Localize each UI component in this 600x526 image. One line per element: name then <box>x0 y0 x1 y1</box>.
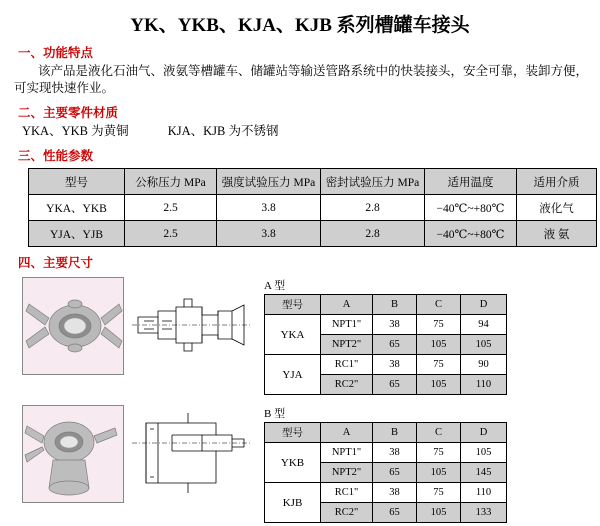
dim-a-r3-c4: 110 <box>461 375 507 395</box>
dim-a-col-2: B <box>373 295 417 315</box>
perf-r0-c4: −40℃~+80℃ <box>425 195 517 221</box>
dim-a-r0-c1: NPT1" <box>321 315 373 335</box>
dim-b-r3-c3: 105 <box>417 503 461 523</box>
section-heading-performance: 三、性能参数 <box>18 149 94 163</box>
perf-col-1: 公称压力 MPa <box>125 169 217 195</box>
table-row <box>29 221 597 247</box>
dimension-table-b-label: B 型 <box>264 408 286 420</box>
dim-b-r0-c4: 105 <box>461 443 507 463</box>
features-body: 该产品是液化石油气、液氨等槽罐车、储罐站等输送管路系统中的快装接头，安全可靠，装卸方便，可实现快速作业。 <box>14 64 589 95</box>
perf-r1-c5: 液 氨 <box>517 221 597 247</box>
dim-b-r1-c1: NPT2" <box>321 463 373 483</box>
dim-a-r3-c2: 65 <box>373 375 417 395</box>
materials-line <box>22 123 600 140</box>
table-header-row <box>265 295 507 315</box>
perf-r1-c2: 3.8 <box>217 221 321 247</box>
dim-b-r0-model: YKB <box>265 443 321 483</box>
table-row <box>265 315 507 335</box>
perf-r1-c3: 2.8 <box>321 221 425 247</box>
table-row <box>265 355 507 375</box>
dim-b-r2-c2: 38 <box>373 483 417 503</box>
dim-a-col-3: C <box>417 295 461 315</box>
dim-b-r0-c1: NPT1" <box>321 443 373 463</box>
perf-r0-c1: 2.5 <box>125 195 217 221</box>
dim-a-r0-c4: 94 <box>461 315 507 335</box>
dimensions-section <box>0 277 600 523</box>
perf-col-2: 强度试验压力 MPa <box>217 169 321 195</box>
perf-r1-c1: 2.5 <box>125 221 217 247</box>
dim-b-r3-c1: RC2" <box>321 503 373 523</box>
perf-r0-c5: 液化气 <box>517 195 597 221</box>
perf-r1-c4: −40℃~+80℃ <box>425 221 517 247</box>
dim-a-r2-c1: RC1" <box>321 355 373 375</box>
dim-b-r2-c1: RC1" <box>321 483 373 503</box>
dim-b-col-4: D <box>461 423 507 443</box>
dim-b-r1-c2: 65 <box>373 463 417 483</box>
dim-b-r0-c3: 75 <box>417 443 461 463</box>
perf-col-4: 适用温度 <box>425 169 517 195</box>
section-heading-dimensions: 四、主要尺寸 <box>18 256 94 270</box>
perf-r0-c2: 3.8 <box>217 195 321 221</box>
dim-b-r3-c4: 133 <box>461 503 507 523</box>
coupling-photo-b <box>22 405 124 503</box>
dim-b-col-0: 型号 <box>265 423 321 443</box>
dim-b-col-3: C <box>417 423 461 443</box>
table-header-row <box>29 169 597 195</box>
dim-a-r1-c3: 105 <box>417 335 461 355</box>
perf-col-5: 适用介质 <box>517 169 597 195</box>
document-page <box>0 10 600 526</box>
dim-a-col-4: D <box>461 295 507 315</box>
dim-b-r1-c4: 145 <box>461 463 507 483</box>
dim-a-r2-c3: 75 <box>417 355 461 375</box>
dimension-table-a <box>264 294 507 395</box>
dimension-row-b <box>22 405 600 523</box>
dimension-table-a-label: A 型 <box>264 280 286 292</box>
materials-left: YKA、YKB 为黄铜 <box>22 124 129 138</box>
dim-a-col-1: A <box>321 295 373 315</box>
dim-a-r3-c1: RC2" <box>321 375 373 395</box>
dimension-table-b-wrap <box>264 405 507 523</box>
table-row <box>265 443 507 463</box>
section-heading-materials: 二、主要零件材质 <box>18 106 119 120</box>
perf-r1-c0: YJA、YJB <box>29 221 125 247</box>
dim-b-r3-c2: 65 <box>373 503 417 523</box>
dim-b-col-2: B <box>373 423 417 443</box>
dim-b-r2-c4: 110 <box>461 483 507 503</box>
dim-a-r0-c3: 75 <box>417 315 461 335</box>
section-heading-features: 一、功能特点 <box>18 46 94 60</box>
dim-b-col-1: A <box>321 423 373 443</box>
dim-a-r0-c2: 38 <box>373 315 417 335</box>
dim-a-r0-model: YKA <box>265 315 321 355</box>
dim-b-r0-c2: 38 <box>373 443 417 463</box>
coupling-line-drawing-a <box>132 277 250 373</box>
dimension-row-a <box>22 277 600 395</box>
dim-a-r2-c2: 38 <box>373 355 417 375</box>
dim-a-r2-model: YJA <box>265 355 321 395</box>
dim-a-col-0: 型号 <box>265 295 321 315</box>
materials-right: KJA、KJB 为不锈钢 <box>167 124 279 138</box>
dim-a-r2-c4: 90 <box>461 355 507 375</box>
perf-col-0: 型号 <box>29 169 125 195</box>
page-title: YK、YKB、KJA、KJB 系列槽罐车接头 <box>130 15 470 36</box>
coupling-line-drawing-b <box>132 405 250 501</box>
dimension-table-a-wrap <box>264 277 507 395</box>
dim-a-r1-c1: NPT2" <box>321 335 373 355</box>
table-row <box>29 195 597 221</box>
dim-b-r2-model: KJB <box>265 483 321 523</box>
coupling-photo-a <box>22 277 124 375</box>
perf-r0-c3: 2.8 <box>321 195 425 221</box>
dim-b-r2-c3: 75 <box>417 483 461 503</box>
performance-table <box>28 168 597 247</box>
dim-a-r3-c3: 105 <box>417 375 461 395</box>
dim-a-r1-c4: 105 <box>461 335 507 355</box>
table-header-row <box>265 423 507 443</box>
perf-col-3: 密封试验压力 MPa <box>321 169 425 195</box>
dim-b-r1-c3: 105 <box>417 463 461 483</box>
dimension-table-b <box>264 422 507 523</box>
dim-a-r1-c2: 65 <box>373 335 417 355</box>
perf-r0-c0: YKA、YKB <box>29 195 125 221</box>
table-row <box>265 483 507 503</box>
